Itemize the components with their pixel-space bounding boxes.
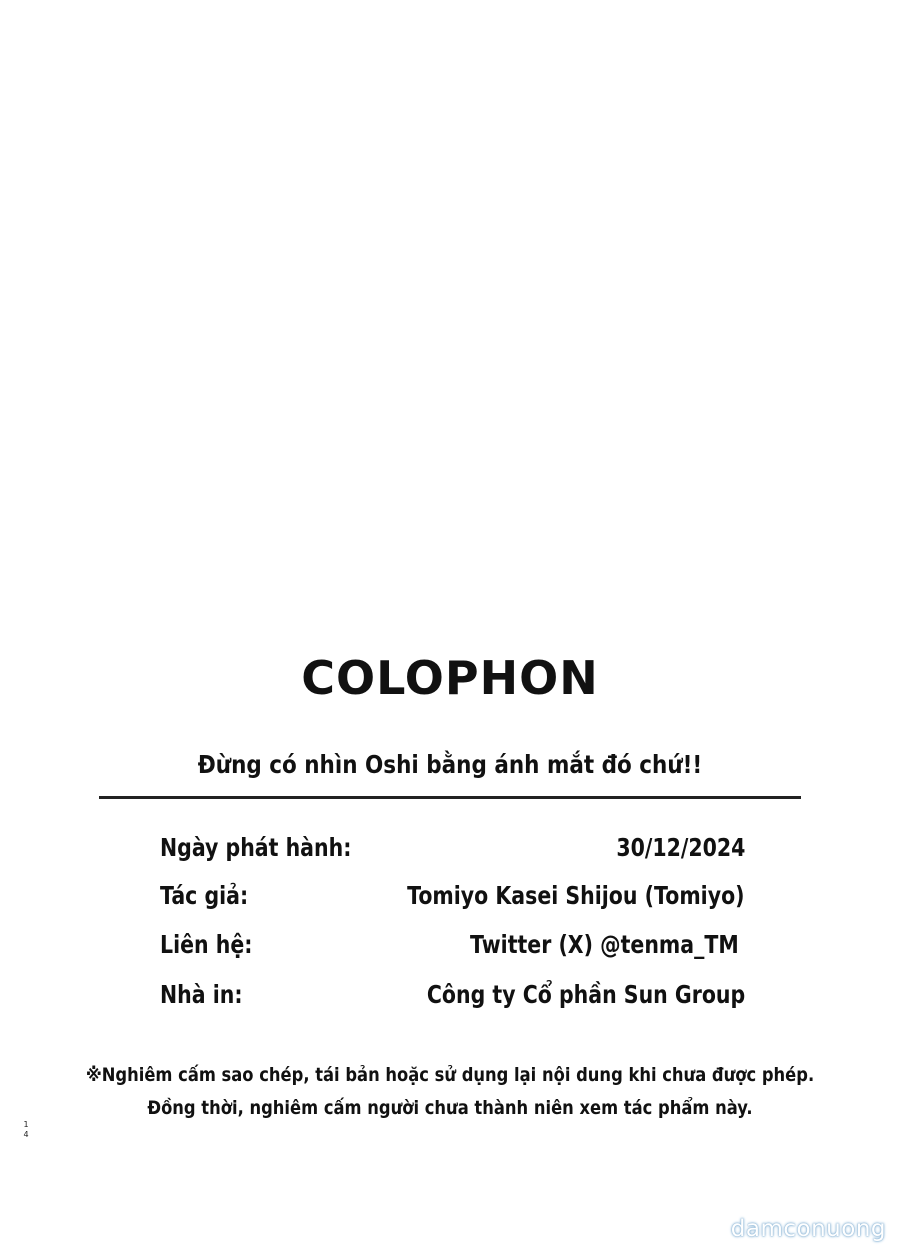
detail-row-printer — [160, 975, 745, 1015]
detail-label: Nhà in: — [160, 980, 243, 1009]
detail-value: Tomiyo Kasei Shijou (Tomiyo) — [407, 881, 745, 910]
book-title: Đừng có nhìn Oshi bằng ánh mắt đó chứ!! — [197, 750, 703, 779]
detail-label: Tác giả: — [160, 881, 249, 910]
detail-row-contact — [160, 925, 745, 965]
divider — [99, 796, 801, 799]
watermark: damconuong — [730, 1216, 886, 1242]
detail-value: Công ty Cổ phần Sun Group — [426, 980, 745, 1009]
copyright-notice: ※Nghiêm cấm sao chép, tái bản hoặc sử dụng lại nội dung khi chưa được phép. — [85, 1064, 815, 1086]
detail-row-release-date — [160, 828, 745, 868]
detail-label: Ngày phát hành: — [160, 833, 352, 862]
page-number: 14 — [23, 1120, 29, 1139]
detail-value: Twitter (X) @tenma_TM — [470, 930, 739, 959]
detail-label: Liên hệ: — [160, 930, 253, 959]
colophon-title: COLOPHON — [301, 651, 599, 705]
age-restriction-notice: Đồng thời, nghiêm cấm người chưa thành niên xem tác phẩm này. — [147, 1097, 753, 1119]
detail-row-author — [160, 876, 745, 916]
detail-value: 30/12/2024 — [615, 833, 745, 862]
